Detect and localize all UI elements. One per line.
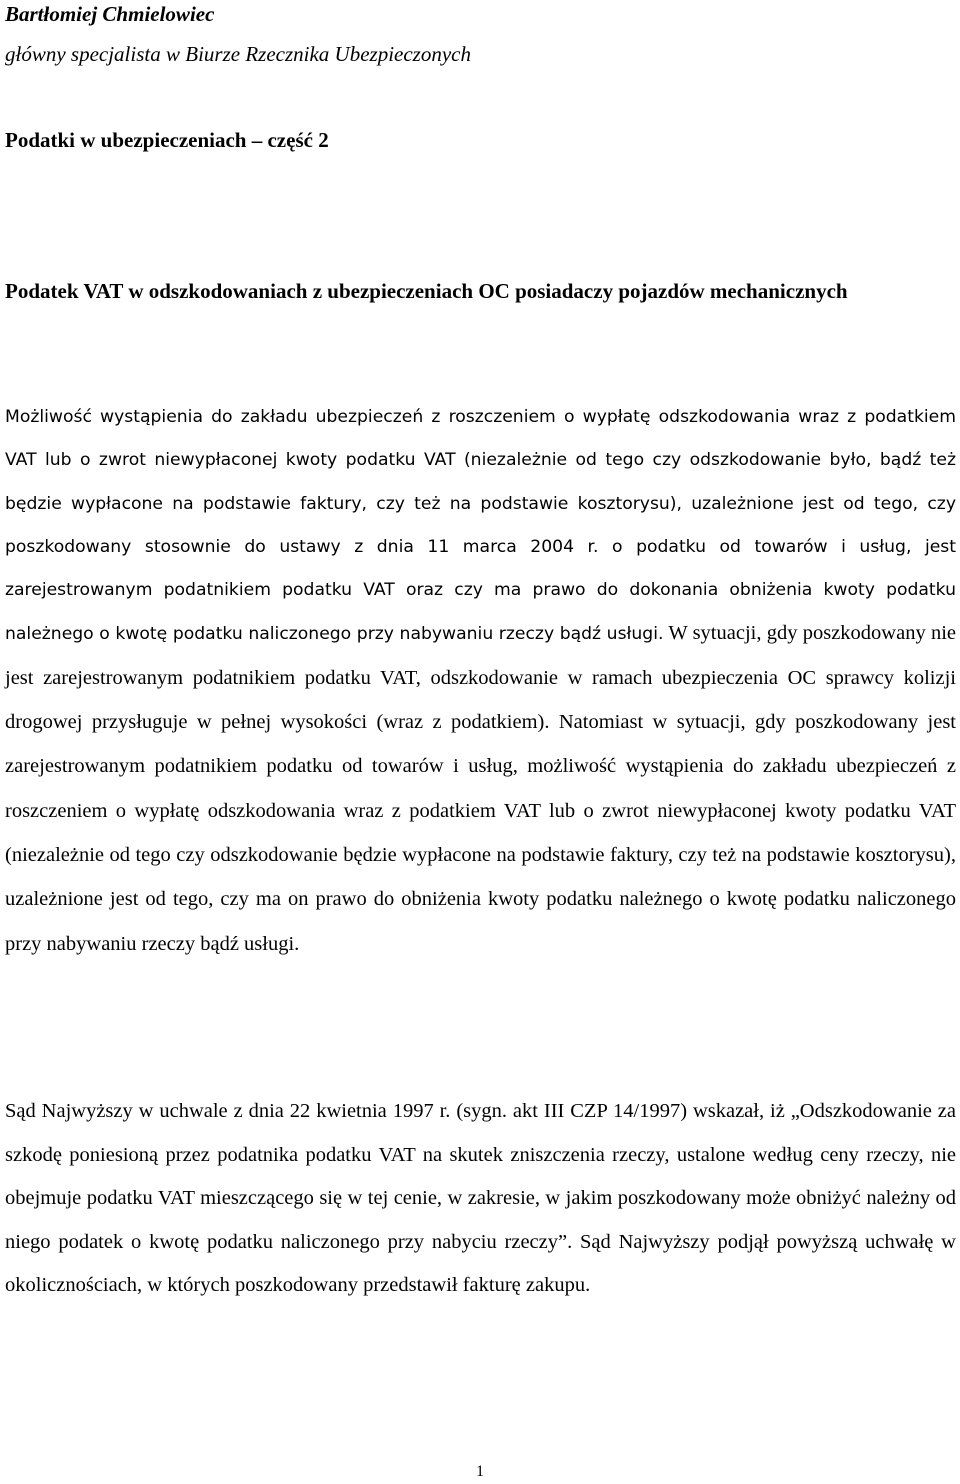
summary-text-serif: W sytuacji, gdy poszkodowany nie jest zarejestrowanym podatnikiem podatku VAT, odszkodowanie w ramach ubezpieczenia OC sprawcy kolizji drogowej przysługuje w pełnej wysokości (wraz z podatkiem). Natomiast w sytuacji, gdy poszkodowany jest zarejestrowanym podatnikiem podatku od towarów i usług, możliwość wystąpienia do zakładu ubezpieczeń z roszczeniem o wypłatę odszkodowania wraz z podatkiem VAT lub o zwrot niewypłaconej kwoty podatku VAT (niezależnie od tego czy odszkodowanie będzie wypłacone na podstawie faktury, czy też na podstawie kosztorysu), uzależnione jest od tego, czy ma on prawo do obniżenia kwoty podatku należnego o kwotę podatku naliczonego przy nabywaniu rzeczy bądź usługi.	[5, 622, 956, 955]
author-role: główny specjalista w Biurze Rzecznika Ubezpieczonych	[5, 42, 471, 66]
page-number: 1	[476, 1463, 484, 1480]
summary-text-sans: Możliwość wystąpienia do zakładu ubezpieczeń z roszczeniem o wypłatę odszkodowania wraz z podatkiem VAT lub o zwrot niewypłaconej kwoty podatku VAT (niezależnie od tego czy odszkodowanie było, bądź też będzie wypłacone na podstawie faktury, czy też na podstawie kosztorysu), uzależnione jest od tego, czy poszkodowany stosownie do ustawy z dnia 11 marca 2004 r. o podatku od towarów i usług, jest zarejestrowanym podatnikiem podatku VAT oraz czy ma prawo do dokonania obniżenia kwoty podatku należnego o kwotę podatku naliczonego przy nabywaniu rzeczy bądź usługi.	[5, 407, 956, 645]
summary-paragraph	[5, 396, 956, 967]
body-paragraph: Sąd Najwyższy w uchwale z dnia 22 kwietnia 1997 r. (sygn. akt III CZP 14/1997) wskazał, iż „Odszkodowanie za szkodę poniesioną przez podatnika podatku VAT na skutek zniszczenia rzeczy, ustalone według ceny rzeczy, nie obejmuje podatku VAT mieszczącego się w tej cenie, w zakresie, w jakim poszkodowany może obniżyć należny od niego podatek o kwotę podatku naliczonego przy nabyciu rzeczy”. Sąd Najwyższy podjął powyższą uchwałę w okolicznościach, w których poszkodowany przedstawił fakturę zakupu.	[5, 1100, 956, 1296]
author-name: Bartłomiej Chmielowiec	[5, 2, 215, 26]
article-title: Podatki w ubezpieczeniach – część 2	[5, 128, 329, 152]
section-heading: Podatek VAT w odszkodowaniach z ubezpieczeniach OC posiadaczy pojazdów mechanicznych	[5, 279, 848, 303]
